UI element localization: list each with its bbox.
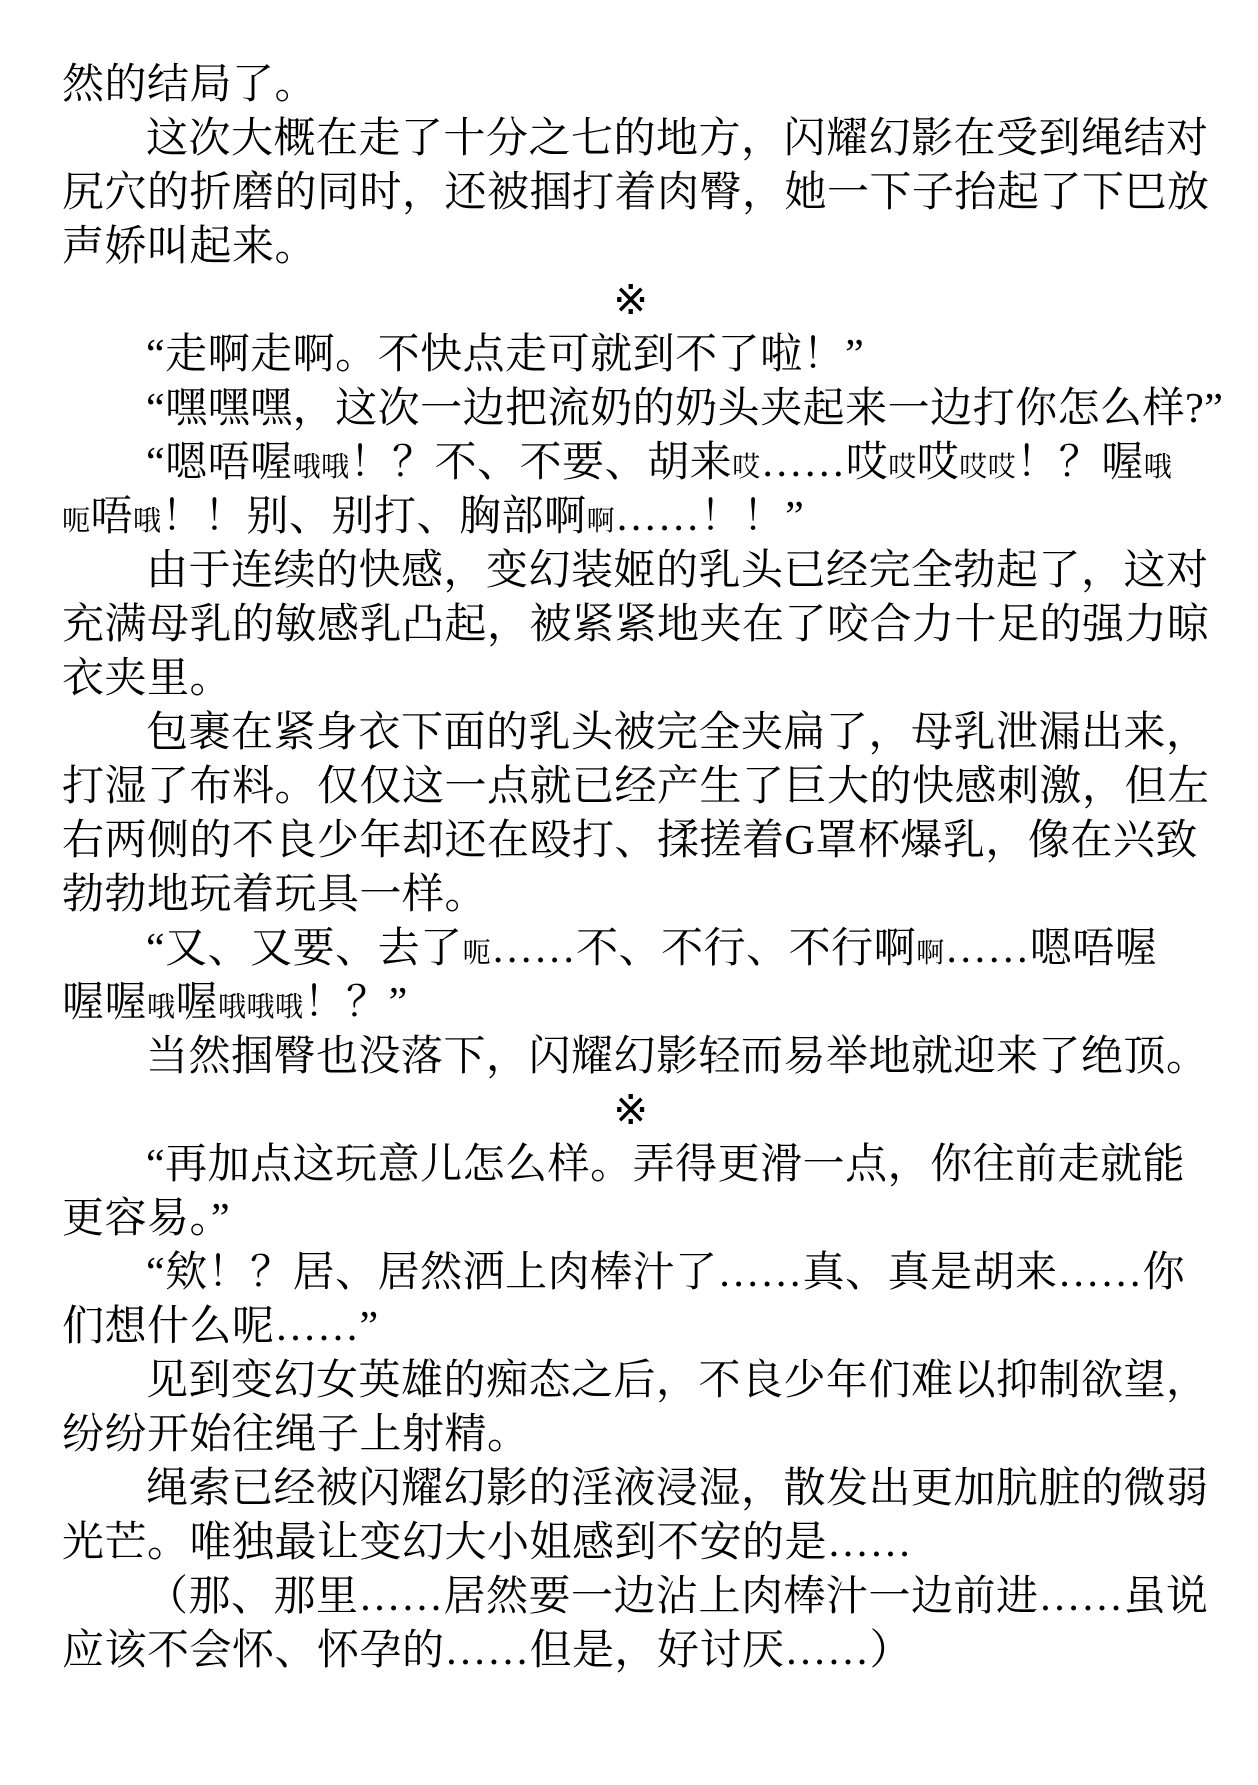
text-segment: “又、又要、去了 [146,926,463,972]
text-segment: ※ [613,278,649,324]
text-segment: 这次大概在走了十分之七的地方，闪耀幻影在受到绳结对 [146,116,1209,162]
text-segment: 光芒。唯独最让变幻大小姐感到不安的是…… [62,1520,913,1566]
text-line [62,166,1210,220]
section-divider [62,274,1200,328]
text-segment: 声娇叫起来。 [62,224,318,270]
text-line [62,598,1210,652]
text-segment: 们想什么呢……” [62,1304,379,1350]
text-line [62,1192,1200,1246]
text-line [62,1030,1209,1084]
text-segment: 包裹在紧身衣下面的乳头被完全夹扁了，母乳泄漏出来， [146,710,1209,756]
text-segment: ……！！” [615,494,805,540]
text-segment: ！？喔 [1016,440,1144,486]
text-line [62,1408,1200,1462]
text-segment: “嘿嘿嘿，这次一边把流奶的奶头夹起来一边打你怎么样?” [146,386,1224,432]
text-line [62,58,1200,112]
text-segment: 哦 [147,992,176,1023]
text-segment: 然的结局了。 [62,62,318,108]
text-line [62,382,1224,436]
section-divider [62,1084,1200,1138]
text-segment: 见到变幻女英雄的痴态之后，不良少年们难以抑制欲望， [146,1358,1209,1404]
text-line [62,1300,1200,1354]
text-line [62,436,1200,490]
text-segment: 哦 [133,506,162,537]
text-segment: 哦哦 [292,452,350,483]
text-line [62,706,1209,760]
text-segment: ……哎 [760,440,889,486]
text-line [62,814,1200,868]
text-segment: 哦 [1143,452,1173,483]
text-segment: 更容易。” [62,1196,231,1242]
text-segment: ！？不、不要、胡来 [349,440,733,486]
text-segment: 哎 [888,452,917,483]
text-segment: 当然掴臀也没落下，闪耀幻影轻而易举地就迎来了绝顶。 [146,1034,1209,1080]
text-line [62,1570,1209,1624]
text-line [62,220,1200,274]
text-line [62,1516,1200,1570]
text-segment: 唔 [90,494,134,540]
text-segment: “再加点这玩意儿怎么样。弄得更滑一点，你往前走就能 [146,1142,1186,1188]
text-segment: “走啊走啊。不快点走可就到不了啦！” [146,332,865,378]
text-line [62,976,1200,1030]
text-segment: （那、那里……居然要一边沾上肉棒汁一边前进……虽说 [146,1574,1209,1620]
text-line [62,760,1210,814]
text-line [62,544,1209,598]
text-segment: ！！别、别打、胸部啊 [161,494,587,540]
text-line [62,922,1200,976]
text-segment: 右两侧的不良少年却还在殴打、揉搓着G罩杯爆乳，像在兴致 [62,818,1198,864]
text-segment: “嗯唔喔 [146,440,293,486]
text-segment: ※ [613,1088,649,1134]
text-segment: 啊 [916,938,945,969]
text-line [62,1138,1200,1192]
text-line [62,652,1200,706]
text-line [62,1624,1200,1678]
text-segment: 哎哎 [959,452,1017,483]
text-segment: “欸！？居、居然洒上肉棒汁了……真、真是胡来……你 [146,1250,1186,1296]
text-segment: ……嗯唔喔 [944,926,1158,972]
text-segment: 哎 [916,440,960,486]
text-segment: 衣夹里。 [62,656,233,702]
text-line [62,112,1209,166]
text-segment: 纷纷开始往绳子上射精。 [62,1412,530,1458]
text-line [62,328,1200,382]
text-line [62,1246,1200,1300]
text-segment: 呃 [462,938,492,969]
text-line [62,1462,1209,1516]
text-segment: 打湿了布料。仅仅这一点就已经产生了巨大的快感刺激，但左 [62,764,1210,810]
text-segment: 尻穴的折磨的同时，还被掴打着肉臀，她一下子抬起了下巴放 [62,170,1210,216]
text-segment: 由于连续的快感，变幻装姬的乳头已经完全勃起了，这对 [146,548,1209,594]
text-line [62,490,1200,544]
text-segment: 喔喔 [62,980,148,1026]
text-line [62,1354,1209,1408]
text-segment: 喔 [175,980,219,1026]
text-line [62,868,1200,922]
text-segment: 呃 [62,506,91,537]
text-segment: 啊 [586,506,616,537]
page-text [62,58,1224,1678]
text-segment: 哦哦哦 [218,992,304,1023]
text-segment: ……不、不行、不行啊 [491,926,917,972]
text-segment: 绳索已经被闪耀幻影的淫液浸湿，散发出更加肮脏的微弱 [146,1466,1209,1512]
text-segment: 应该不会怀、怀孕的……但是，好讨厌……） [62,1628,913,1674]
text-segment: 充满母乳的敏感乳凸起，被紧紧地夹在了咬合力十足的强力晾 [62,602,1210,648]
text-segment: ！？” [303,980,408,1026]
text-segment: 勃勃地玩着玩具一样。 [62,872,488,918]
text-segment: 哎 [732,452,761,483]
